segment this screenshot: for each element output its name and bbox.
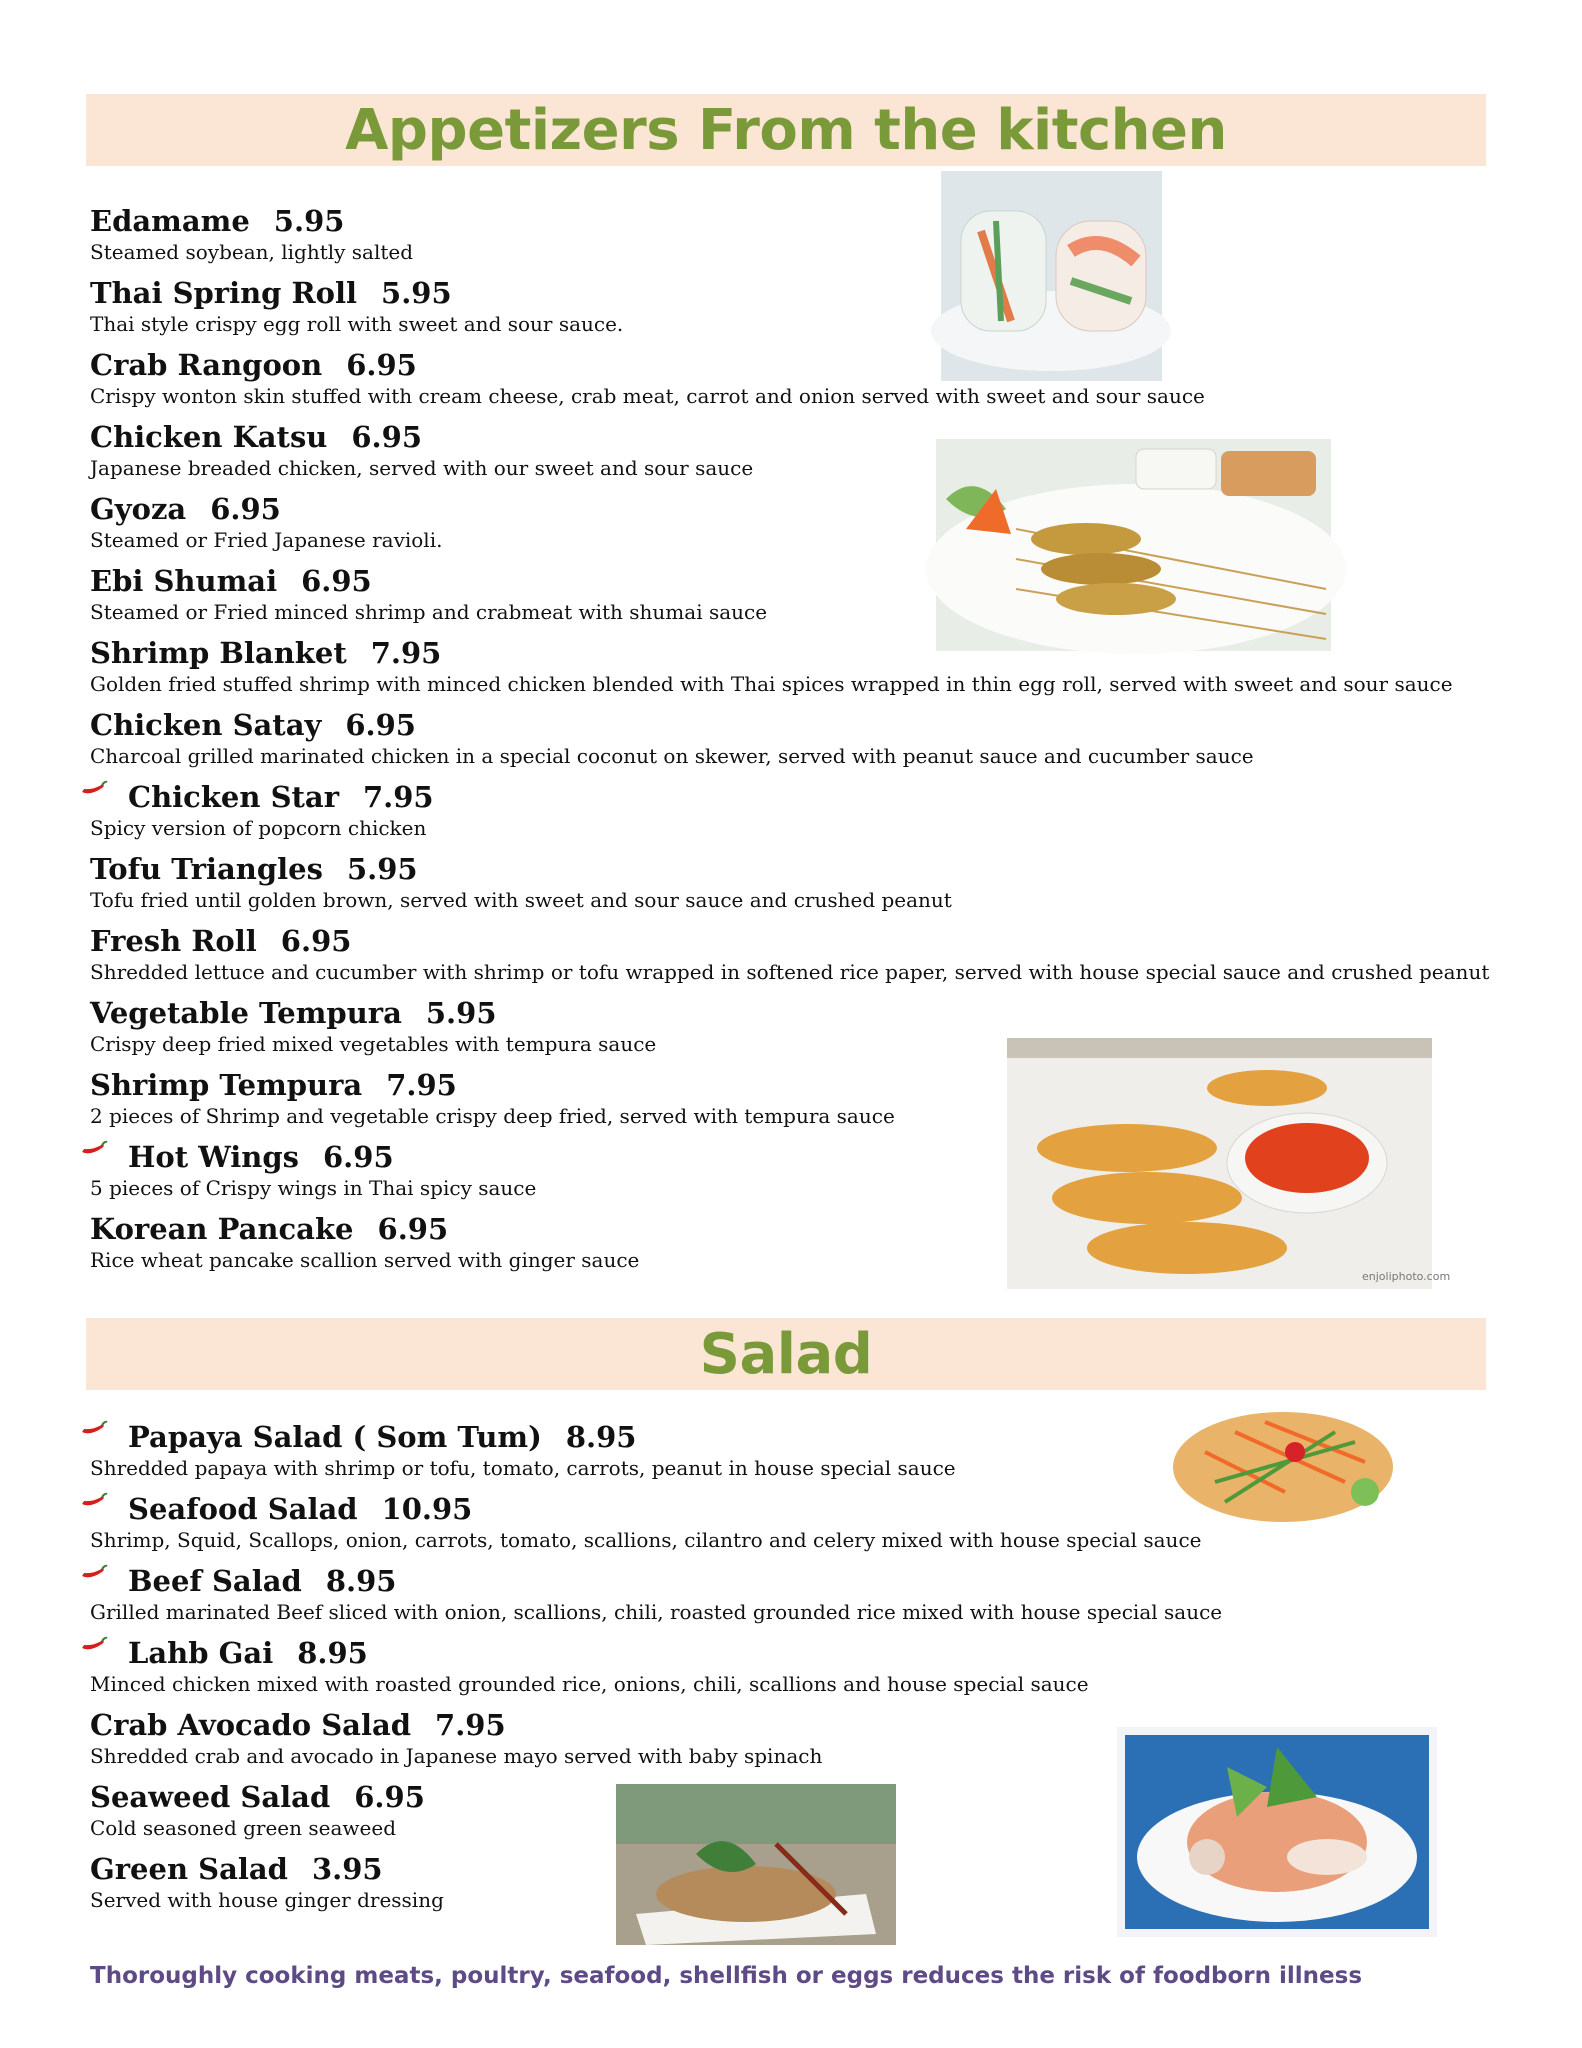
menu-item-name: Crab Rangoon	[90, 348, 323, 382]
menu-item	[90, 196, 1489, 268]
menu-item-price: 6.95	[377, 1212, 449, 1246]
menu-item-heading	[90, 772, 1489, 814]
menu-item-description: Cold seasoned green seaweed	[90, 1816, 396, 1840]
menu-item-price: 8.95	[565, 1420, 637, 1454]
menu-item-description: Thai style crispy egg roll with sweet and sour sauce.	[90, 312, 624, 336]
menu-item-heading	[90, 196, 1489, 238]
menu-item	[90, 340, 1489, 412]
menu-item-price: 7.95	[435, 1708, 506, 1742]
seafood-salad-photo	[1117, 1727, 1437, 1937]
menu-item-price: 6.95	[210, 492, 281, 526]
menu-item-name: Hot Wings	[128, 1140, 299, 1174]
menu-item-price: 6.95	[301, 564, 372, 598]
menu-item-description: Steamed soybean, lightly salted	[90, 240, 414, 264]
menu-item-description: Golden fried stuffed shrimp with minced chicken blended with Thai spices wrapped in thin egg roll, served with sweet and sour sauce	[90, 672, 1453, 696]
menu-item-description: Crispy wonton skin stuffed with cream cheese, crab meat, carrot and onion served with sweet and sour sauce	[90, 384, 1205, 408]
chili-pepper-icon	[80, 1492, 108, 1510]
menu-item-name: Ebi Shumai	[90, 564, 278, 598]
menu-item-name: Shrimp Tempura	[90, 1068, 363, 1102]
menu-item-name: Vegetable Tempura	[90, 996, 402, 1030]
menu-item-heading	[90, 268, 1489, 310]
menu-item-price: 6.95	[280, 924, 352, 958]
menu-item-name: Chicken Satay	[90, 708, 322, 742]
menu-item-price: 8.95	[325, 1564, 397, 1598]
menu-item	[90, 1556, 1222, 1628]
menu-item-name: Chicken Katsu	[90, 420, 328, 454]
menu-item-price: 7.95	[370, 636, 442, 670]
menu-item-price: 7.95	[362, 780, 434, 814]
menu-item-description: Grilled marinated Beef sliced with onion, scallions, chili, roasted grounded rice mixed with house special sauce	[90, 1600, 1223, 1624]
menu-item-description: Spicy version of popcorn chicken	[90, 816, 427, 840]
menu-item-description: Shredded papaya with shrimp or tofu, tomato, carrots, peanut in house special sauce	[90, 1456, 956, 1480]
menu-item-price: 10.95	[381, 1492, 473, 1526]
menu-item-description: Charcoal grilled marinated chicken in a special coconut on skewer, served with peanut sauce and cucumber sauce	[90, 744, 1254, 768]
menu-item-name: Chicken Star	[128, 780, 339, 814]
menu-item	[90, 916, 1489, 988]
menu-item-price: 3.95	[311, 1852, 383, 1886]
menu-item-price: 5.95	[425, 996, 497, 1030]
menu-item-heading	[90, 1700, 1222, 1742]
menu-item-price: 6.95	[323, 1140, 394, 1174]
spring-roll-photo	[941, 171, 1162, 381]
menu-item-name: Green Salad	[90, 1852, 288, 1886]
chili-pepper-icon	[80, 1140, 108, 1158]
menu-item	[90, 772, 1489, 844]
menu-item-price: 6.95	[346, 348, 417, 382]
menu-item-name: Fresh Roll	[90, 924, 257, 958]
menu-item-price: 5.95	[273, 204, 345, 238]
menu-item-heading	[90, 988, 1489, 1030]
menu-item-name: Crab Avocado Salad	[90, 1708, 412, 1742]
menu-item-price: 6.95	[351, 420, 423, 454]
salad-banner	[86, 1318, 1486, 1390]
menu-item-price: 6.95	[354, 1780, 425, 1814]
chicken-satay-photo	[936, 439, 1331, 651]
menu-item	[90, 268, 1489, 340]
menu-item-name: Papaya Salad ( Som Tum)	[128, 1420, 542, 1454]
menu-item-description: Japanese breaded chicken, served with our sweet and sour sauce	[90, 456, 754, 480]
menu-item-description: Minced chicken mixed with roasted grounded rice, onions, chili, scallions and house special sauce	[90, 1672, 1089, 1696]
menu-item-price: 8.95	[297, 1636, 368, 1670]
chili-pepper-icon	[80, 1420, 108, 1438]
menu-item-name: Lahb Gai	[128, 1636, 274, 1670]
menu-item-price: 5.95	[381, 276, 452, 310]
menu-item-heading	[90, 700, 1489, 742]
menu-item	[90, 1412, 1222, 1484]
appetizers-banner	[86, 94, 1486, 166]
menu-item-name: Edamame	[90, 204, 250, 238]
menu-item-description: Shredded crab and avocado in Japanese mayo served with baby spinach	[90, 1744, 823, 1768]
menu-item-name: Seaweed Salad	[90, 1780, 331, 1814]
menu-item-heading	[90, 1484, 1222, 1526]
menu-item-description: Rice wheat pancake scallion served with ginger sauce	[90, 1248, 640, 1272]
menu-item-description: Steamed or Fried minced shrimp and crabmeat with shumai sauce	[90, 600, 768, 624]
menu-item-name: Gyoza	[90, 492, 187, 526]
lahb-gai-photo	[616, 1784, 896, 1945]
menu-item-heading	[90, 844, 1489, 886]
menu-item-heading	[90, 916, 1489, 958]
menu-item	[90, 1628, 1222, 1700]
menu-item-description: Shredded lettuce and cucumber with shrimp or tofu wrapped in softened rice paper, served with house special sauce and crushed peanut	[90, 960, 1490, 984]
menu-item-heading	[90, 1556, 1222, 1598]
menu-item-name: Thai Spring Roll	[90, 276, 358, 310]
menu-item-description: 2 pieces of Shrimp and vegetable crispy deep fried, served with tempura sauce	[90, 1104, 895, 1128]
menu-item	[90, 700, 1489, 772]
photo-watermark: enjoliphoto.com	[1362, 1270, 1451, 1283]
salad-title: Salad	[699, 1321, 873, 1387]
menu-item	[90, 1484, 1222, 1556]
menu-item-heading	[90, 340, 1489, 382]
menu-item-price: 6.95	[345, 708, 416, 742]
menu-item-description: Crispy deep fried mixed vegetables with tempura sauce	[90, 1032, 657, 1056]
menu-item-name: Tofu Triangles	[90, 852, 323, 886]
chili-pepper-icon	[80, 1636, 108, 1654]
menu-item-price: 7.95	[386, 1068, 457, 1102]
chili-pepper-icon	[80, 780, 108, 798]
shrimp-tempura-photo	[1007, 1038, 1451, 1289]
menu-item-description: Steamed or Fried Japanese ravioli.	[90, 528, 443, 552]
menu-item-heading	[90, 1628, 1222, 1670]
menu-item	[90, 844, 1489, 916]
menu-item-name: Beef Salad	[128, 1564, 302, 1598]
menu-item-name: Seafood Salad	[128, 1492, 358, 1526]
appetizers-title: Appetizers From the kitchen	[345, 97, 1227, 163]
chili-pepper-icon	[80, 1564, 108, 1582]
menu-item-heading	[90, 1412, 1222, 1454]
menu-item-description: 5 pieces of Crispy wings in Thai spicy sauce	[90, 1176, 537, 1200]
menu-item-price: 5.95	[346, 852, 418, 886]
food-safety-disclaimer: Thoroughly cooking meats, poultry, seafood, shellfish or eggs reduces the risk of foodborn illness	[90, 1963, 1363, 1989]
menu-item-name: Korean Pancake	[90, 1212, 354, 1246]
menu-item-description: Served with house ginger dressing	[90, 1888, 444, 1912]
menu-item-description: Tofu fried until golden brown, served with sweet and sour sauce and crushed peanut	[90, 888, 952, 912]
menu-item-description: Shrimp, Squid, Scallops, onion, carrots, tomato, scallions, cilantro and celery mixed with house special sauce	[90, 1528, 1202, 1552]
papaya-salad-photo	[1165, 1392, 1401, 1527]
menu-item-name: Shrimp Blanket	[90, 636, 347, 670]
menu-item	[90, 1700, 1222, 1772]
